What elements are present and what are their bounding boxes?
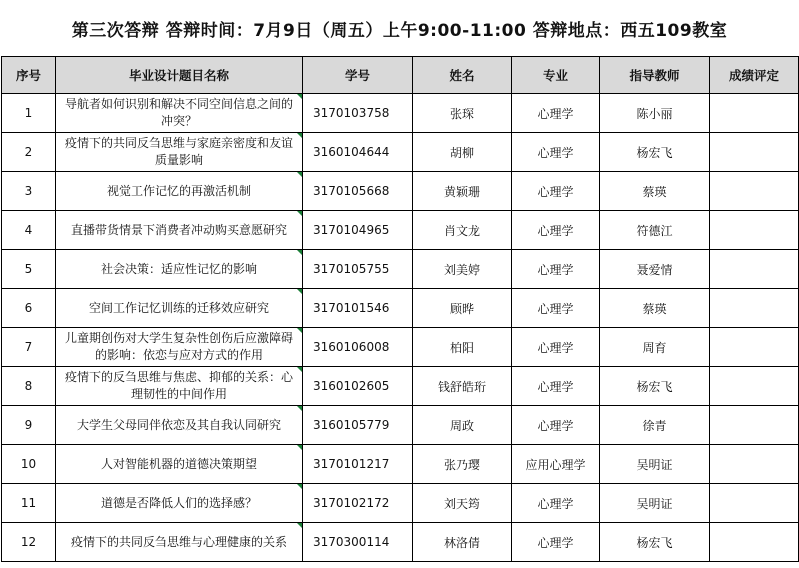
sheet-title: 第三次答辩 答辩时间：7月9日（周五）上午9:00-11:00 答辩地点：西五109教室 [71, 20, 728, 41]
cell-no[interactable]: 12 [2, 523, 56, 562]
cell-no[interactable]: 2 [2, 133, 56, 172]
header-topic[interactable]: 毕业设计题目名称 [56, 57, 303, 94]
cell-advisor[interactable]: 蔡瑛 [600, 172, 710, 211]
cell-name[interactable]: 刘天筠 [413, 484, 512, 523]
table-row [2, 484, 799, 523]
cell-name[interactable]: 钱舒皓珩 [413, 367, 512, 406]
cell-name[interactable]: 柏阳 [413, 328, 512, 367]
table-row [2, 367, 799, 406]
table-row [2, 94, 799, 133]
cell-topic[interactable]: 疫情下的共同反刍思维与家庭亲密度和友谊质量影响 [56, 133, 303, 172]
cell-advisor[interactable]: 徐青 [600, 406, 710, 445]
cell-advisor[interactable]: 符德江 [600, 211, 710, 250]
cell-topic[interactable]: 疫情下的反刍思维与焦虑、抑郁的关系：心理韧性的中间作用 [56, 367, 303, 406]
cell-major[interactable]: 心理学 [512, 94, 600, 133]
cell-no[interactable]: 11 [2, 484, 56, 523]
cell-grade[interactable] [710, 94, 799, 133]
cell-advisor[interactable]: 杨宏飞 [600, 523, 710, 562]
table-row [2, 211, 799, 250]
header-row [2, 57, 799, 94]
cell-no[interactable]: 10 [2, 445, 56, 484]
cell-student-id[interactable]: 3170105668 [303, 172, 413, 211]
table-row [2, 133, 799, 172]
cell-advisor[interactable]: 周育 [600, 328, 710, 367]
cell-no[interactable]: 9 [2, 406, 56, 445]
cell-major[interactable]: 心理学 [512, 211, 600, 250]
cell-student-id[interactable]: 3160104644 [303, 133, 413, 172]
cell-major[interactable]: 心理学 [512, 289, 600, 328]
cell-name[interactable]: 周政 [413, 406, 512, 445]
header-major[interactable]: 专业 [512, 57, 600, 94]
cell-name[interactable]: 胡柳 [413, 133, 512, 172]
cell-major[interactable]: 心理学 [512, 172, 600, 211]
cell-student-id[interactable]: 3170101546 [303, 289, 413, 328]
cell-student-id[interactable]: 3170103758 [303, 94, 413, 133]
cell-student-id[interactable]: 3160102605 [303, 367, 413, 406]
cell-no[interactable]: 6 [2, 289, 56, 328]
cell-advisor[interactable]: 吴明证 [600, 484, 710, 523]
cell-no[interactable]: 5 [2, 250, 56, 289]
cell-student-id[interactable]: 3170105755 [303, 250, 413, 289]
cell-major[interactable]: 心理学 [512, 406, 600, 445]
cell-no[interactable]: 4 [2, 211, 56, 250]
cell-grade[interactable] [710, 289, 799, 328]
cell-student-id[interactable]: 3170101217 [303, 445, 413, 484]
cell-grade[interactable] [710, 367, 799, 406]
cell-grade[interactable] [710, 328, 799, 367]
cell-grade[interactable] [710, 172, 799, 211]
cell-name[interactable]: 张琛 [413, 94, 512, 133]
cell-major[interactable]: 心理学 [512, 133, 600, 172]
cell-no[interactable]: 3 [2, 172, 56, 211]
cell-topic[interactable]: 视觉工作记忆的再激活机制 [56, 172, 303, 211]
cell-advisor[interactable]: 杨宏飞 [600, 367, 710, 406]
table-row [2, 523, 799, 562]
cell-grade[interactable] [710, 523, 799, 562]
defense-schedule-table [1, 56, 799, 562]
cell-grade[interactable] [710, 445, 799, 484]
cell-topic[interactable]: 人对智能机器的道德决策期望 [56, 445, 303, 484]
cell-student-id[interactable]: 3170300114 [303, 523, 413, 562]
table-row [2, 445, 799, 484]
cell-major[interactable]: 心理学 [512, 523, 600, 562]
header-grade[interactable]: 成绩评定 [710, 57, 799, 94]
header-no[interactable]: 序号 [2, 57, 56, 94]
cell-name[interactable]: 顾晔 [413, 289, 512, 328]
table-row [2, 328, 799, 367]
cell-name[interactable]: 肖文龙 [413, 211, 512, 250]
cell-advisor[interactable]: 杨宏飞 [600, 133, 710, 172]
cell-name[interactable]: 林洛倩 [413, 523, 512, 562]
cell-no[interactable]: 1 [2, 94, 56, 133]
cell-no[interactable]: 7 [2, 328, 56, 367]
cell-grade[interactable] [710, 133, 799, 172]
cell-major[interactable]: 心理学 [512, 367, 600, 406]
cell-topic[interactable]: 疫情下的共同反刍思维与心理健康的关系 [56, 523, 303, 562]
table-row [2, 172, 799, 211]
cell-major[interactable]: 心理学 [512, 484, 600, 523]
cell-advisor[interactable]: 蔡瑛 [600, 289, 710, 328]
cell-grade[interactable] [710, 406, 799, 445]
cell-student-id[interactable]: 3170102172 [303, 484, 413, 523]
cell-topic[interactable]: 儿童期创伤对大学生复杂性创伤后应激障碍的影响：依恋与应对方式的作用 [56, 328, 303, 367]
cell-topic[interactable]: 直播带货情景下消费者冲动购买意愿研究 [56, 211, 303, 250]
cell-advisor[interactable]: 聂爱情 [600, 250, 710, 289]
cell-topic[interactable]: 社会决策：适应性记忆的影响 [56, 250, 303, 289]
cell-name[interactable]: 黄颖珊 [413, 172, 512, 211]
cell-topic[interactable]: 导航者如何识别和解决不同空间信息之间的冲突？ [56, 94, 303, 133]
cell-major[interactable]: 心理学 [512, 328, 600, 367]
header-name[interactable]: 姓名 [413, 57, 512, 94]
cell-topic[interactable]: 空间工作记忆训练的迁移效应研究 [56, 289, 303, 328]
cell-major[interactable]: 应用心理学 [512, 445, 600, 484]
cell-no[interactable]: 8 [2, 367, 56, 406]
table-row [2, 406, 799, 445]
cell-name[interactable]: 张乃璎 [413, 445, 512, 484]
cell-advisor[interactable]: 吴明证 [600, 445, 710, 484]
header-advisor[interactable]: 指导教师 [600, 57, 710, 94]
cell-student-id[interactable]: 3160105779 [303, 406, 413, 445]
header-student-id[interactable]: 学号 [303, 57, 413, 94]
cell-major[interactable]: 心理学 [512, 250, 600, 289]
table-row [2, 289, 799, 328]
cell-name[interactable]: 刘美婷 [413, 250, 512, 289]
cell-topic[interactable]: 大学生父母同伴依恋及其自我认同研究 [56, 406, 303, 445]
cell-grade[interactable] [710, 211, 799, 250]
cell-student-id[interactable]: 3170104965 [303, 211, 413, 250]
cell-advisor[interactable]: 陈小丽 [600, 94, 710, 133]
cell-topic[interactable]: 道德是否降低人们的选择感？ [56, 484, 303, 523]
cell-grade[interactable] [710, 484, 799, 523]
cell-student-id[interactable]: 3160106008 [303, 328, 413, 367]
cell-grade[interactable] [710, 250, 799, 289]
table-row [2, 250, 799, 289]
